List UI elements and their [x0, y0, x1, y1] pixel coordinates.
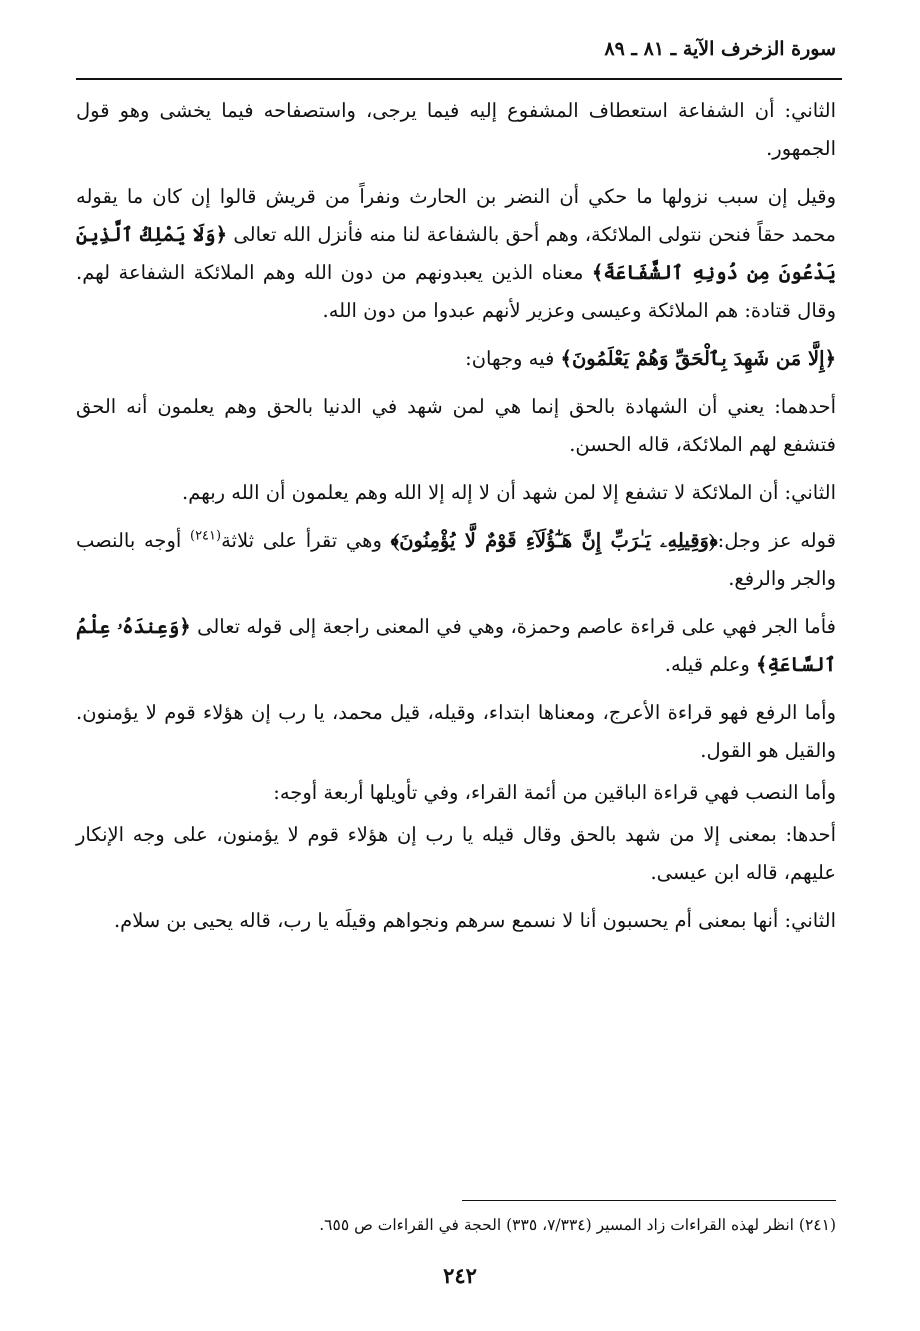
- paragraph-5: [76, 474, 836, 512]
- paragraph-text: وعلم قيله.: [664, 653, 750, 676]
- paragraph-text: الثاني: أنها بمعنى أم يحسبون أنا لا نسمع سرهم ونجواهم وقيلَه يا رب، قاله يحيى بن سلام.: [113, 909, 836, 932]
- paragraph-text: فيه وجهان:: [465, 347, 555, 370]
- paragraph-text: وهي تقرأ على ثلاثة: [221, 529, 382, 552]
- quran-verse: وَعِندَهُۥ عِلْمُ ٱلسَّاعَةِ: [76, 615, 836, 676]
- paragraph-text: أحدهما: يعني أن الشهادة بالحق إنما هي لمن شهد في الدنيا بالحق وهم يعلمون أنه الحق فتشفع لهم الملائكة، قاله الحسن.: [76, 395, 836, 456]
- paragraph-11: [76, 902, 836, 940]
- paragraph-text: وأما النصب فهي قراءة الباقين من أئمة القراء، وفي تأويلها أربعة أوجه:: [273, 781, 836, 804]
- paragraph-text: قوله عز وجل:: [717, 529, 836, 552]
- quran-close-bracket: ﴾: [756, 653, 768, 676]
- paragraph-6: [76, 522, 836, 598]
- page-body: [76, 92, 836, 950]
- paragraph-1: [76, 92, 836, 168]
- paragraph-2: [76, 178, 836, 330]
- paragraph-9: [76, 774, 836, 812]
- quran-open-bracket: ﴿: [824, 347, 836, 370]
- paragraph-text: أوجه بالنصب والجر والرفع.: [76, 529, 836, 590]
- quran-open-bracket: ﴿: [179, 615, 191, 638]
- paragraph-7: [76, 608, 836, 684]
- paragraph-4: [76, 388, 836, 464]
- paragraph-text: معناه الذين يعبدونهم من دون الله وهم الملائكة الشفاعة لهم. وقال قتادة: هم الملائكة وعيسى وعزير لأنهم عبدوا من دون الله.: [76, 261, 836, 322]
- paragraph-10: [76, 816, 836, 892]
- quran-open-bracket: ﴿: [215, 223, 228, 246]
- footnote-reference[interactable]: (٢٤١): [189, 528, 222, 544]
- paragraph-3: [76, 340, 836, 378]
- footnote-rule: [462, 1200, 836, 1201]
- paragraph-text: فأما الجر فهي على قراءة عاصم وحمزة، وهي في المعنى راجعة إلى قوله تعالى: [197, 615, 836, 638]
- header-rule: [76, 78, 842, 80]
- page-number: ٢٤٢: [443, 1263, 477, 1288]
- paragraph-text: وقيل إن سبب نزولها ما حكي أن النضر بن الحارث ونفراً من قريش قالوا إن كان ما يقوله محمد حقاً فنحن نتولى الملائكة، وهم أحق بالشفاعة لنا منه فأنزل الله تعالى: [76, 185, 837, 246]
- quran-close-bracket: ﴾: [390, 529, 400, 552]
- paragraph-text: وأما الرفع فهو قراءة الأعرج، ومعناها ابتداء، وقيله، قيل محمد، يا رب إن هؤلاء قوم لا يؤمنون. والقيل هو القول.: [76, 701, 836, 762]
- quran-verse: وَقِيلِهِۦ يَـٰرَبِّ إِنَّ هَـٰٓؤُلَآءِ قَوْمٌ لَّا يُؤْمِنُونَ: [399, 529, 709, 552]
- quran-open-bracket: ﴿: [708, 529, 718, 552]
- paragraph-text: أحدها: بمعنى إلا من شهد بالحق وقال قيله يا رب إن هؤلاء قوم لا يؤمنون، على وجه الإنكار عليهم، قاله ابن عيسى.: [76, 823, 836, 884]
- quran-verse: وَلَا يَمْلِكُ ٱلَّذِينَ يَدْعُونَ مِن دُونِهِ ٱلشَّفَاعَةَ: [76, 223, 836, 284]
- quran-close-bracket: ﴾: [591, 261, 604, 284]
- quran-verse: إِلَّا مَن شَهِدَ بِٱلْحَقِّ وَهُمْ يَعْلَمُونَ: [571, 347, 825, 370]
- paragraph-text: الثاني: أن الملائكة لا تشفع إلا لمن شهد أن لا إله إلا الله وهم يعلمون أن الله ربهم.: [182, 481, 836, 504]
- footnote: (٢٤١) انظر لهذه القراءات زاد المسير (٧/٣٣٤، ٣٣٥) الحجة في القراءات ص ٦٥٥.: [319, 1216, 836, 1234]
- running-header: سورة الزخرف الآية ـ ٨١ ـ ٨٩: [604, 38, 836, 60]
- paragraph-8: [76, 694, 836, 770]
- paragraph-text: الثاني: أن الشفاعة استعطاف المشفوع إليه فيما يرجى، واستصفاحه فيما يخشى وهو قول الجمهور.: [76, 99, 836, 160]
- quran-close-bracket: ﴾: [560, 347, 572, 370]
